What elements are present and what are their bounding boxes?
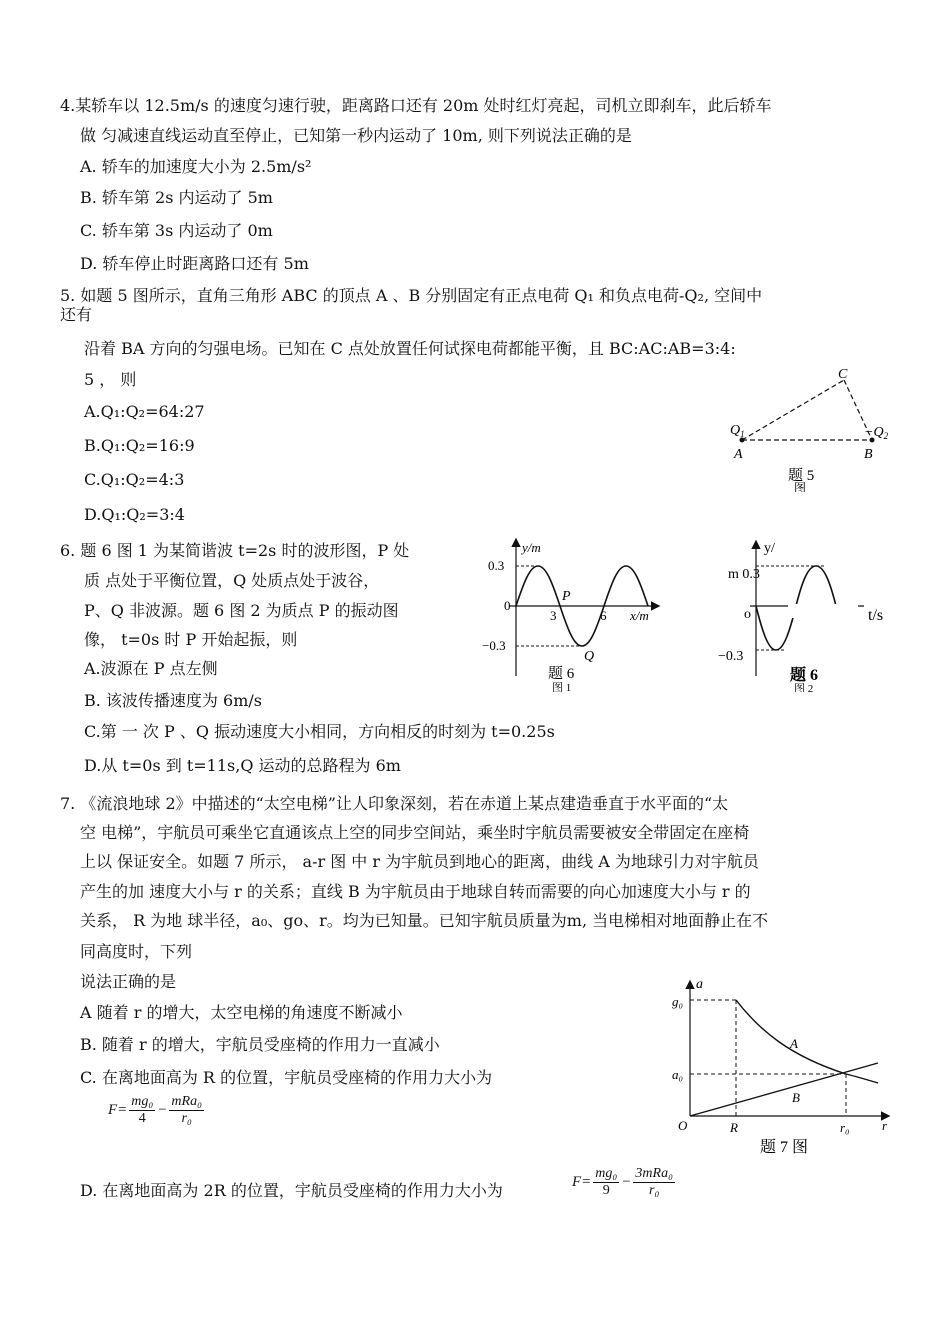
q7-fig-label-a-axis: a <box>696 977 703 992</box>
q6-fig1-x6: 6 <box>600 608 607 623</box>
q6-option-b: B. 该波传播速度为 6m/s <box>84 691 262 710</box>
q7-curve-a <box>736 1000 878 1083</box>
q6-fig2-ybot: −0.3 <box>718 649 744 664</box>
q5-label-q2-sub: 2 <box>883 431 889 441</box>
q7-formula-d-den2: r₀ <box>649 1183 660 1198</box>
q7-formula-d <box>572 1166 677 1199</box>
q4-option-c: C. 轿车第 3s 内运动了 0m <box>80 221 273 240</box>
q6-fig2-ylabel: y/ <box>764 541 775 556</box>
q7-fig-label-r0: r₀ <box>840 1120 850 1135</box>
q6-fig1-caption-2: 图 1 <box>552 682 572 692</box>
q7-formula-c-den2: r₀ <box>181 1111 192 1126</box>
q7-formula-c <box>108 1094 206 1127</box>
q6-stem-line2: 质 点处于平衡位置，Q 处质点处于波谷， <box>84 571 380 590</box>
q6-fig1-ylabel: y/m <box>522 540 541 555</box>
q4-stem-line2: 做 匀减速直线运动直至停止，已知第一秒内运动了 10m, 则下列说法正确的是 <box>80 126 632 145</box>
q7-formula-d-lhs: F= <box>572 1174 592 1190</box>
q6-stem-line1: 6. 题 6 图 1 为某简谐波 t=2s 时的波形图，P 处 <box>60 541 410 560</box>
q7-formula-d-den1: 9 <box>602 1183 610 1198</box>
q7-option-d: D. 在离地面高为 2R 的位置，宇航员受座椅的作用力大小为 <box>80 1181 503 1200</box>
q7-fig-label-r-big: R <box>730 1120 738 1135</box>
q7-formula-d-num1: mg₀ <box>595 1166 618 1181</box>
q7-fig-label-g0: g₀ <box>672 994 684 1009</box>
q7-formula-c-minus: − <box>157 1102 168 1118</box>
q5-option-b: B.Q₁:Q₂=16:9 <box>84 436 195 455</box>
q5-label-b: B <box>864 447 873 462</box>
q7-fig-label-o: O <box>678 1118 688 1133</box>
q6-fig2-caption-2: 图 2 <box>794 683 814 692</box>
q5-stem-line1: 5. 如题 5 图所示，直角三角形 ABC 的顶点 A 、B 分别固定有正点电荷 Q₁ 和负点电荷-Q₂, 空间中 <box>60 286 763 305</box>
q5-stem-line2: 还有 <box>60 305 93 324</box>
q7-fig-label-r: r <box>882 1118 888 1133</box>
q5-caption: 题 5 <box>788 468 815 484</box>
q6-fig1-origin: 0 <box>504 598 511 613</box>
q6-fig1-q: Q <box>584 649 595 664</box>
q6-fig1-caption: 题 6 <box>548 666 575 682</box>
q7-stem-line1: 7. 《流浪地球 2》中描述的“太空电梯”让人印象深刻，若在赤道上某点建造垂直于水平面的“太 <box>60 794 729 813</box>
q7-fig-caption: 题 7 图 <box>760 1139 809 1156</box>
q7-stem-line4: 产生的加 速度大小与 r 的关系；直线 B 为宇航员由于地球自转而需要的向心加速度大小与 r 的 <box>80 882 751 901</box>
q5-label-q1: Q <box>730 423 741 438</box>
q5-label-q1-sub: 1 <box>740 429 745 439</box>
q5-triangle-figure <box>724 362 904 492</box>
q6-fig2-origin: o <box>744 607 751 622</box>
svg-text:Q1 <box>730 423 745 439</box>
q6-fig2-ytop: m 0.3 <box>728 567 760 582</box>
q7-stem-line7: 说法正确的是 <box>80 972 177 991</box>
q6-fig1-x3: 3 <box>550 608 557 623</box>
q7-formula-c-lhs: F= <box>108 1102 128 1118</box>
q6-fig1-ybot: −0.3 <box>482 638 506 653</box>
q6-stem-line4: 像， t=0s 时 P 开始起振，则 <box>84 630 298 649</box>
q6-wave-figure <box>480 534 670 692</box>
q7-fig-label-line-b: B <box>792 1090 800 1105</box>
q5-stem-line4: 5 ， 则 <box>84 370 137 389</box>
q4-option-b: B. 轿车第 2s 内运动了 5m <box>80 188 273 207</box>
q7-line-b <box>690 1063 878 1116</box>
q6-option-a: A.波源在 P 点左侧 <box>84 659 218 678</box>
q7-fig-label-a0: a₀ <box>672 1067 684 1082</box>
q5-option-d: D.Q₁:Q₂=3:4 <box>84 505 185 524</box>
svg-text:−Q2 <box>864 425 889 441</box>
q7-formula-d-num2: 3mRa₀ <box>635 1166 673 1181</box>
q5-option-c: C.Q₁:Q₂=4:3 <box>84 470 185 489</box>
q7-formula-c-num2: mRa₀ <box>171 1094 202 1109</box>
q5-label-c: C <box>838 367 848 382</box>
q4-option-d: D. 轿车停止时距离路口还有 5m <box>80 254 309 273</box>
q5-stem-line3: 沿着 BA 方向的匀强电场。已知在 C 点处放置任何试探电荷都能平衡，且 BC:AC:AB=3:4: <box>84 339 736 358</box>
q6-fig2-caption: 题 6 <box>790 667 819 684</box>
q7-stem-line5: 关系， R 为地 球半径，a₀、go、r。均为已知量。已知宇航员质量为m, 当电梯相对地面静止在不 <box>80 911 769 930</box>
q5-caption-2: 图 <box>794 481 807 492</box>
q6-vibration-figure <box>714 534 904 692</box>
q6-fig1-xlabel: x/m <box>630 608 649 623</box>
q7-option-a: A 随着 r 的增大，太空电梯的角速度不断减小 <box>80 1003 403 1022</box>
q7-formula-c-num1: mg₀ <box>131 1094 154 1109</box>
q7-fig-label-curve-a: A <box>790 1036 798 1051</box>
q6-fig1-ytop: 0.3 <box>488 558 505 573</box>
q7-formula-c-den1: 4 <box>138 1111 146 1126</box>
q6-stem-line3: P、Q 非波源。题 6 图 2 为质点 P 的振动图 <box>84 601 399 620</box>
q7-stem-line6: 同高度时，下列 <box>80 942 193 961</box>
q7-formula-d-minus: − <box>621 1174 632 1190</box>
q5-label-a: A <box>734 447 743 462</box>
q7-ar-figure <box>670 976 900 1160</box>
q6-option-d: D.从 t=0s 到 t=11s,Q 运动的总路程为 6m <box>84 756 401 775</box>
q7-option-c: C. 在离地面高为 R 的位置，宇航员受座椅的作用力大小为 <box>80 1068 493 1087</box>
q7-option-b: B. 随着 r 的增大，宇航员受座椅的作用力一直减小 <box>80 1035 440 1054</box>
q6-option-c: C.第 一 次 P 、Q 振动速度大小相同，方向相反的时刻为 t=0.25s <box>84 722 555 741</box>
q5-label-q2: −Q <box>864 425 884 440</box>
q4-stem-line1: 4.某轿车以 12.5m/s 的速度匀速行驶，距离路口还有 20m 处时红灯亮起，司机立即刹车，此后轿车 <box>60 96 772 115</box>
q4-option-a: A. 轿车的加速度大小为 2.5m/s² <box>80 157 312 176</box>
q5-option-a: A.Q₁:Q₂=64:27 <box>84 402 205 421</box>
q6-fig2-xlabel: t/s <box>868 607 884 624</box>
q6-fig1-p: P <box>562 589 571 604</box>
q7-stem-line3: 上以 保证安全。如题 7 所示， a-r 图 中 r 为宇航员到地心的距离，曲线 A 为地球引力对宇航员 <box>80 852 759 871</box>
q7-stem-line2: 空 电梯”，宇航员可乘坐它直通该点上空的同步空间站，乘坐时宇航员需要被安全带固定在座椅 <box>80 823 750 842</box>
